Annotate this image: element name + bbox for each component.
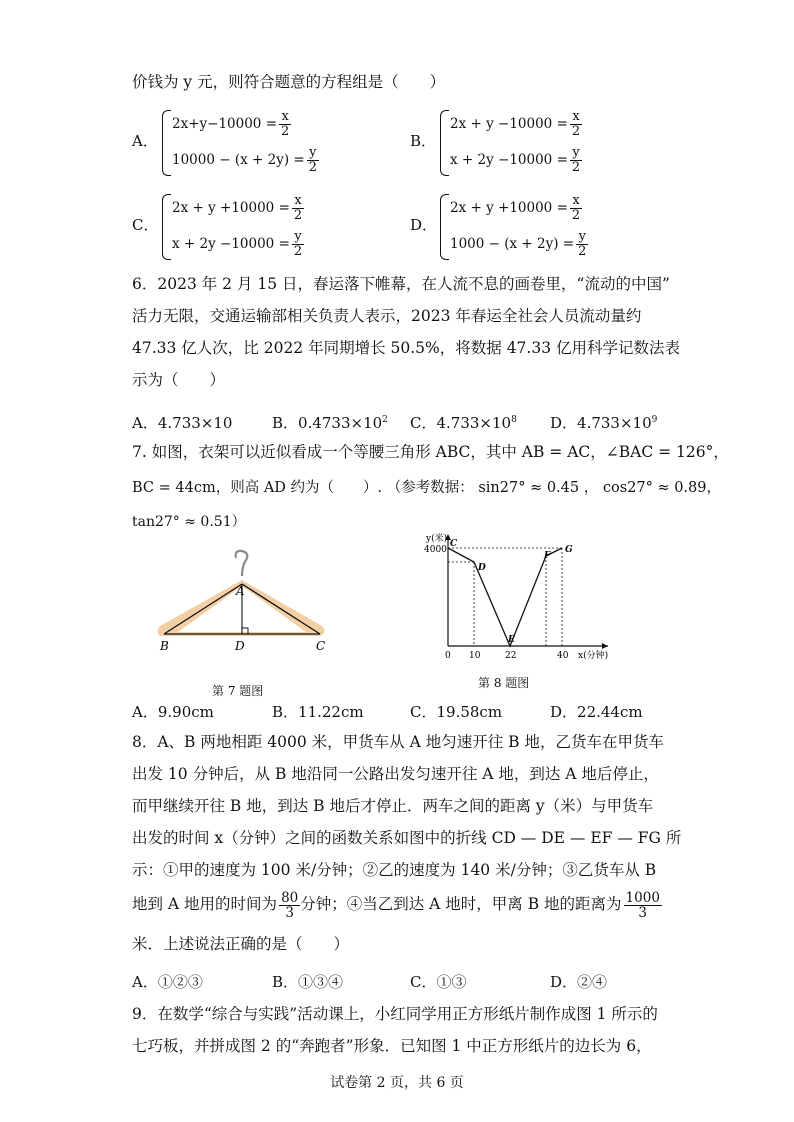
q6-line-2: 活力无限，交通运输部相关负责人表示，2023 年春运全社会人员流动量约 <box>132 307 642 325</box>
q6-option-d[interactable]: D．$4.733\times 10^9$ <box>550 414 658 432</box>
label-a: A <box>236 584 245 598</box>
point-f: F <box>544 551 551 561</box>
brace <box>440 110 449 176</box>
label-b: B <box>160 639 169 653</box>
equation-2: 10000 − (x + 2y) = $\frac{y}{2}$ <box>172 145 317 175</box>
q8-option-a[interactable]: A．①②③ <box>132 973 203 991</box>
q6-line-4: 示为（ ） <box>132 371 226 389</box>
label-d: D <box>235 639 245 653</box>
option-label: B． <box>410 132 437 150</box>
q8-line-7: 米．上述说法正确的是（ ） <box>132 935 350 953</box>
figure-7-caption: 第 7 题图 <box>212 684 264 698</box>
q8-line-6: 地到 A 地用的时间为 $\frac{80}{3}$ 分钟；④当乙到达 A 地时，甲离 B 地的距离为 $\frac{1000}{3}$ <box>132 889 660 921</box>
q7-line-3: tan27° ≈ 0.51） <box>132 514 246 530</box>
q8-line-3: 而甲继续开往 B 地，到达 B 地后才停止．两车之间的距离 y（米）与甲货车 <box>132 797 654 815</box>
fraction-1000-3: $\frac{1000}{3}$ <box>625 889 660 921</box>
brace <box>162 110 171 176</box>
polyline-cdefg <box>448 548 562 646</box>
q9-line-1: 9．在数学“综合与实践”活动课上，小红同学用正方形纸片制作成图 1 所示的 <box>132 1005 658 1023</box>
y-axis-label: y(米) <box>426 534 448 544</box>
q8-line-4: 出发的时间 x（分钟）之间的函数关系如图中的折线 CD — DE — EF — FG 所 <box>132 829 682 847</box>
tick-0: 0 <box>445 651 451 661</box>
q9-line-2: 七巧板，并拼成图 2 的“奔跑者”形象．已知图 1 中正方形纸片的边长为 6， <box>132 1037 652 1055</box>
q8-line-2: 出发 10 分钟后，从 B 地沿同一公路出发匀速开往 A 地，到达 A 地后停止， <box>132 765 659 783</box>
page-footer: 试卷第 2 页，共 6 页 <box>330 1075 464 1091</box>
q7-option-c[interactable]: C．19.58cm <box>410 703 503 721</box>
fraction-80-3: $\frac{80}{3}$ <box>281 889 299 921</box>
point-e: E <box>508 635 515 645</box>
equation-2: x + 2y −10000 = $\frac{y}{2}$ <box>450 145 581 175</box>
option-label: D． <box>410 216 438 234</box>
q8-option-b[interactable]: B．①③④ <box>272 973 344 991</box>
hanger-hook <box>236 551 248 576</box>
q7-option-a[interactable]: A．9.90cm <box>132 703 214 721</box>
equation-1: 2x + y +10000 = $\frac{x}{2}$ <box>172 193 303 223</box>
x-axis-arrow <box>602 643 608 649</box>
option-label: A． <box>132 132 158 150</box>
point-c: C <box>450 539 458 549</box>
point-g: G <box>565 545 573 555</box>
equation-1: 2x + y −10000 = $\frac{x}{2}$ <box>450 109 581 139</box>
brace <box>440 194 449 260</box>
q6-option-b[interactable]: B．$0.4733\times 10^2$ <box>272 414 388 432</box>
q8-line-5: 示：①甲的速度为 100 米/分钟；②乙的速度为 140 米/分钟；③乙货车从 B <box>132 861 657 879</box>
q5-stem-end: 价钱为 y 元，则符合题意的方程组是（ ） <box>132 73 446 91</box>
equation-1: 2x + y +10000 = $\frac{x}{2}$ <box>450 193 581 223</box>
figure-8-graph <box>422 528 622 666</box>
q6-option-c[interactable]: C．$4.733\times 10^8$ <box>410 414 517 432</box>
point-d: D <box>478 563 486 573</box>
q8-line-1: 8．A、B 两地相距 4000 米，甲货车从 A 地匀速开往 B 地，乙货车在甲货车 <box>132 733 664 751</box>
tick-22: 22 <box>505 651 517 661</box>
tick-4000: 4000 <box>424 545 447 555</box>
label-c: C <box>316 639 326 653</box>
q8-option-c[interactable]: C．①③ <box>410 973 467 991</box>
figure-8-caption: 第 8 题图 <box>478 676 530 690</box>
option-label: C． <box>132 216 159 234</box>
tick-40: 40 <box>557 651 569 661</box>
q6-line-1: 6．2023 年 2 月 15 日，春运落下帷幕，在人流不息的画卷里，“流动的中国” <box>132 275 670 293</box>
q7-option-d[interactable]: D．22.44cm <box>550 703 643 721</box>
equation-2: x + 2y −10000 = $\frac{y}{2}$ <box>172 229 303 259</box>
q6-line-3: 47.33 亿人次，比 2022 年同期增长 50.5%，将数据 47.33 亿用科学记数法表 <box>132 339 680 357</box>
q7-line-2: BC = 44cm，则高 AD 约为（ ）. （参考数据： sin27° ≈ 0.45 ， cos27° ≈ 0.89， <box>132 480 721 496</box>
figure-7-hanger <box>150 548 330 658</box>
equation-2: 1000 − (x + 2y) = $\frac{y}{2}$ <box>450 229 587 259</box>
q8-option-d[interactable]: D．②④ <box>550 973 608 991</box>
q6-option-a[interactable]: A．4.733×10 <box>132 414 233 432</box>
brace <box>162 194 171 260</box>
q7-line-1: 7. 如图，衣架可以近似看成一个等腰三角形 ABC，其中 AB = AC，∠BAC = 126°， <box>132 443 729 461</box>
equation-1: 2x+y−10000 = $\frac{x}{2}$ <box>172 109 290 139</box>
q7-option-b[interactable]: B．11.22cm <box>272 703 364 721</box>
tick-10: 10 <box>469 651 481 661</box>
x-axis-label: x(分钟) <box>578 651 609 661</box>
